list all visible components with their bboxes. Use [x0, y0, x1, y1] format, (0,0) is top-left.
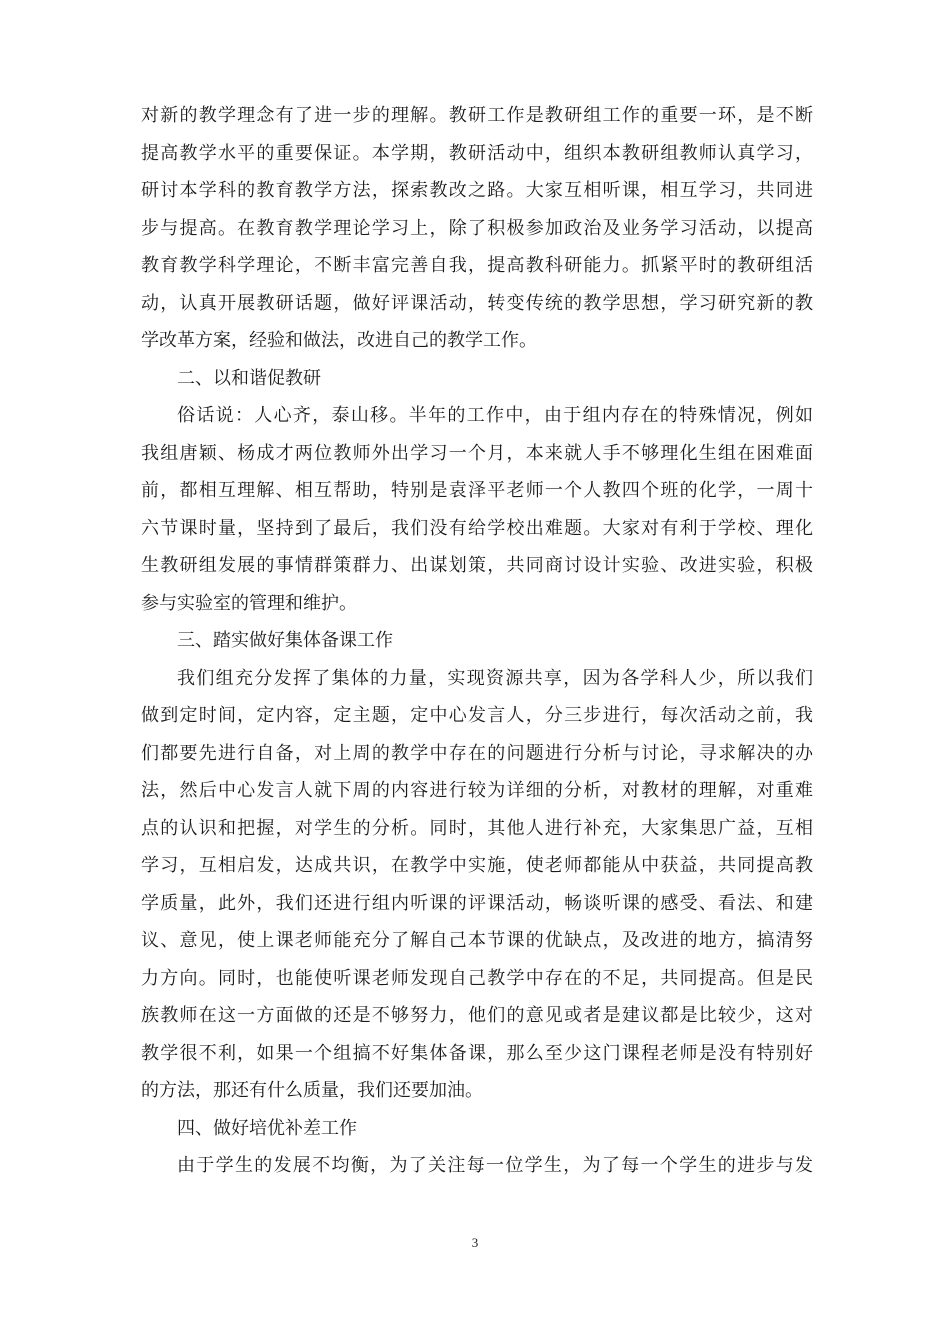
- text-line: 前 ， 都 相 互 理 解 、 相 互 帮 助 ， 特 别 是 袁 泽 平 老 师 一 个 人 教 四 个 班 的 化 学 ， 一 周 十: [141, 480, 813, 501]
- text-line: 点 的 认 识 和 把 握 ， 对 学 生 的 分 析 。 同 时 ， 其 他 人 进 行 补 充 ， 大 家 集 思 广 益 ， 互 相: [141, 817, 813, 839]
- text-line: 们 都 要 先 进 行 自 备 ， 对 上 周 的 教 学 中 存 在 的 问 题 进 行 分 析 与 讨 论 ， 寻 求 解 决 的 办: [141, 742, 813, 764]
- text-line: 我 组 唐 颖 、 杨 成 才 两 位 教 师 外 出 学 习 一 个 月 ， 本 来 就 人 手 不 够 理 化 生 组 在 困 难 面: [141, 442, 813, 464]
- text-line: 议 、 意 见 ， 使 上 课 老 师 能 充 分 了 解 自 己 本 节 课 的 优 缺 点 ， 及 改 进 的 地 方 ， 搞 清 努: [141, 930, 813, 951]
- text-line: 对 新 的 教 学 理 念 有 了 进 一 步 的 理 解 。 教 研 工 作 是 教 研 组 工 作 的 重 要 一 环 ， 是 不 断: [141, 105, 813, 126]
- text-line: 的方法，那还有什么质量，我们还要加油。: [141, 1080, 483, 1101]
- text-line: 我 们 组 充 分 发 挥 了 集 体 的 力 量 ， 实 现 资 源 共 享 ， 因 为 各 学 科 人 少 ， 所 以 我 们: [177, 667, 813, 689]
- text-line: 教 学 很 不 利 ， 如 果 一 个 组 搞 不 好 集 体 备 课 ， 那 么 至 少 这 门 课 程 老 师 是 没 有 特 别 好: [141, 1042, 813, 1064]
- text-line: 二、以和谐促教研: [177, 367, 321, 389]
- text-line: 四、做好培优补差工作: [177, 1117, 357, 1139]
- text-line: 步 与 提 高 。 在 教 育 教 学 理 论 学 习 上 ， 除 了 积 极 参 加 政 治 及 业 务 学 习 活 动 ， 以 提 高: [141, 217, 813, 239]
- text-line: 学 习 ， 互 相 启 发 ， 达 成 共 识 ， 在 教 学 中 实 施 ， 使 老 师 都 能 从 中 获 益 ， 共 同 提 高 教: [141, 855, 813, 876]
- text-line: 提 高 教 学 水 平 的 重 要 保 证 。 本 学 期 ， 教 研 活 动 中 ， 组 织 本 教 研 组 教 师 认 真 学 习 ，: [141, 142, 813, 164]
- text-line: 研 讨 本 学 科 的 教 育 教 学 方 法 ， 探 索 教 改 之 路 。 大 家 互 相 听 课 ， 相 互 学 习 ， 共 同 进: [141, 180, 813, 201]
- text-line: 参与实验室的管理和维护。: [141, 592, 357, 614]
- text-line: 学改革方案，经验和做法，改进自己的教学工作。: [141, 330, 537, 351]
- document-body: [141, 97, 813, 1185]
- text-line: 俗 话 说 ： 人 心 齐 ， 泰 山 移 。 半 年 的 工 作 中 ， 由 于 组 内 存 在 的 特 殊 情 况 ， 例 如: [177, 405, 813, 426]
- text-line: 法 ， 然 后 中 心 发 言 人 就 下 周 的 内 容 进 行 较 为 详 细 的 分 析 ， 对 教 材 的 理 解 ， 对 重 难: [141, 780, 813, 801]
- text-line: 学 质 量 ， 此 外 ， 我 们 还 进 行 组 内 听 课 的 评 课 活 动 ， 畅 谈 听 课 的 感 受 、 看 法 、 和 建: [141, 892, 813, 914]
- text-line: 由 于 学 生 的 发 展 不 均 衡 ， 为 了 关 注 每 一 位 学 生 ， 为 了 每 一 个 学 生 的 进 步 与 发: [177, 1155, 813, 1176]
- text-line: 生 教 研 组 发 展 的 事 情 群 策 群 力 、 出 谋 划 策 ， 共 同 商 讨 设 计 实 验 、 改 进 实 验 ， 积 极: [141, 555, 813, 576]
- text-line: 做 到 定 时 间 ， 定 内 容 ， 定 主 题 ， 定 中 心 发 言 人 ， 分 三 步 进 行 ， 每 次 活 动 之 前 ， 我: [141, 705, 813, 726]
- text-line: 族 教 师 在 这 一 方 面 做 的 还 是 不 够 努 力 ， 他 们 的 意 见 或 者 是 建 议 都 是 比 较 少 ， 这 对: [141, 1005, 813, 1026]
- text-line: 动 ， 认 真 开 展 教 研 话 题 ， 做 好 评 课 活 动 ， 转 变 传 统 的 教 学 思 想 ， 学 习 研 究 新 的 教: [141, 292, 813, 314]
- text-line: 力 方 向 。 同 时 ， 也 能 使 听 课 老 师 发 现 自 己 教 学 中 存 在 的 不 足 ， 共 同 提 高 。 但 是 民: [141, 967, 813, 989]
- text-line: 三、踏实做好集体备课工作: [177, 630, 393, 651]
- text-line: 教 育 教 学 科 学 理 论 ， 不 断 丰 富 完 善 自 我 ， 提 高 教 科 研 能 力 。 抓 紧 平 时 的 教 研 组 活: [141, 255, 813, 276]
- page-number: 3: [471, 1235, 479, 1250]
- text-line: 六 节 课 时 量 ， 坚 持 到 了 最 后 ， 我 们 没 有 给 学 校 出 难 题 。 大 家 对 有 利 于 学 校 、 理 化: [141, 517, 813, 539]
